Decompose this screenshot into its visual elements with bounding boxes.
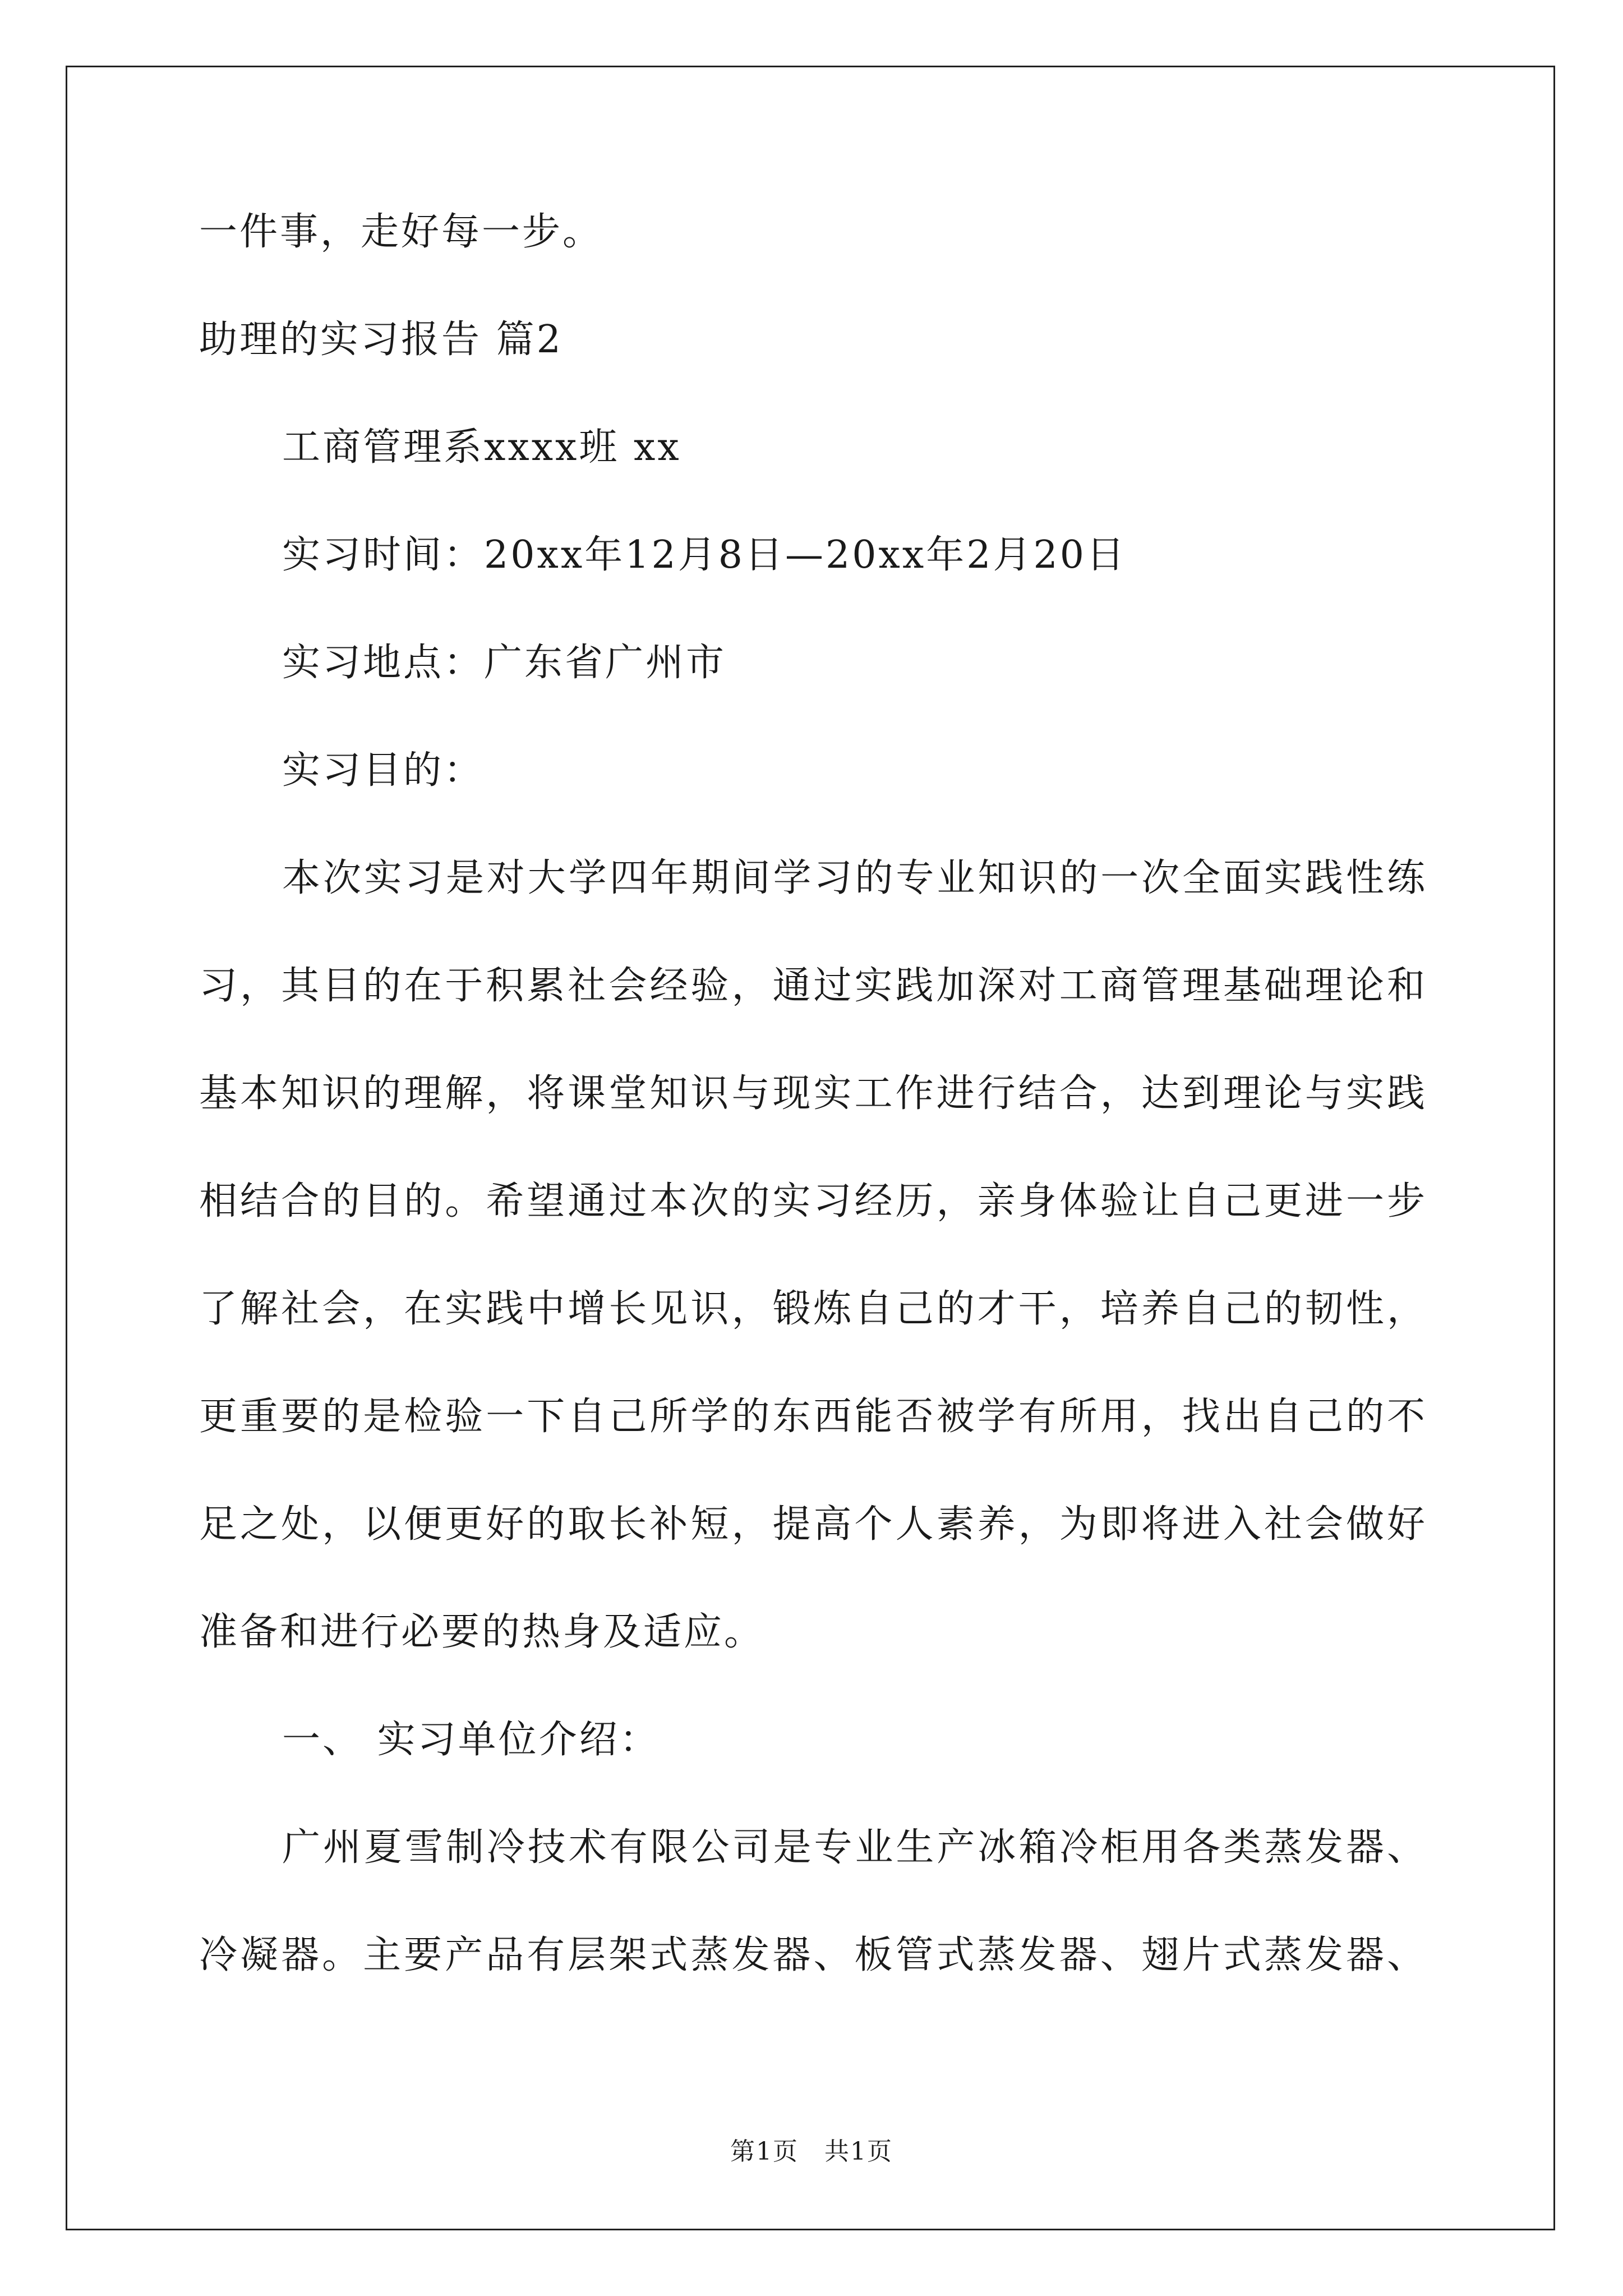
paragraph-line: 相结合的目的。希望通过本次的实习经历，亲身体验让自己更进一步 [199,1179,1427,1223]
paragraph-line: 足之处，以便更好的取长补短，提高个人素养，为即将进入社会做好 [199,1502,1427,1547]
paragraph-line: 广州夏雪制冷技术有限公司是专业生产冰箱冷柜用各类蒸发器、 [282,1825,1427,1870]
internship-purpose-label: 实习目的： [282,748,485,793]
page-border [66,66,1555,2230]
class-info: 工商管理系xxxx班 xx [282,425,681,470]
page-number: 第1页 共1页 [730,2137,893,2166]
paragraph-line: 基本知识的理解，将课堂知识与现实工作进行结合，达到理论与实践 [199,1071,1427,1116]
text-line: 一件事，走好每一步。 [199,210,603,254]
section-heading: 助理的实习报告 篇2 [199,318,563,362]
paragraph-line: 了解社会，在实践中增长见识，锻炼自己的才干，培养自己的韧性， [199,1287,1427,1331]
internship-location: 实习地点：广东省广州市 [282,641,727,685]
paragraph-line: 准备和进行必要的热身及适应。 [199,1610,765,1654]
section-heading-company: 一、 实习单位介绍： [282,1718,660,1762]
paragraph-line: 习，其目的在于积累社会经验，通过实践加深对工商管理基础理论和 [199,964,1427,1008]
paragraph-line: 更重要的是检验一下自己所学的东西能否被学有所用，找出自己的不 [199,1395,1427,1439]
paragraph-line: 本次实习是对大学四年期间学习的专业知识的一次全面实践性练 [282,856,1427,900]
paragraph-line: 冷凝器。主要产品有层架式蒸发器、板管式蒸发器、翅片式蒸发器、 [199,1933,1427,1977]
internship-time: 实习时间：20xx年12月8日—20xx年2月20日 [282,533,1127,577]
